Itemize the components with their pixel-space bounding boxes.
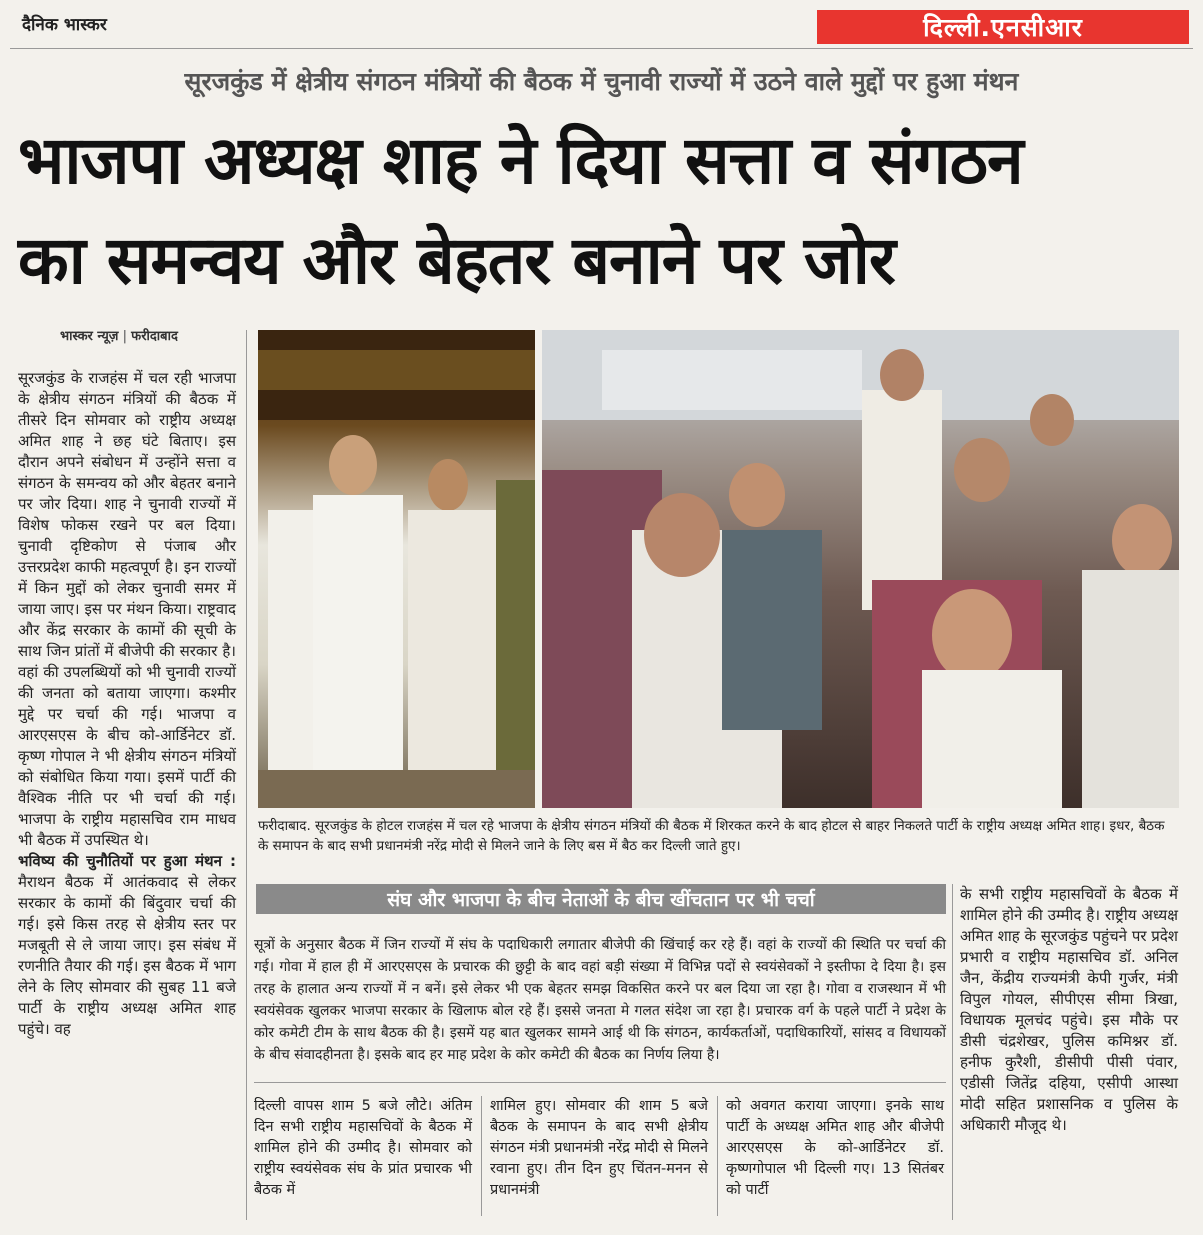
- photo-amit-shah: [258, 330, 535, 808]
- left-column: [18, 368, 236, 1040]
- byline-city: फरीदाबाद: [131, 329, 178, 344]
- subhead-body: मैराथन बैठक में आतंकवाद से लेकर सरकार के कामों की बिंदुवार चर्चा की गई। इसे किस तरह से क्षेत्रीय स्तर पर मजबूती से ले जाया जाए। इस संबंध में रणनीति तैयार की गई। इस बैठक में भाग लेने के लिए सोमवार की सुबह 11 बजे पार्टी के राष्ट्रीय अध्यक्ष अमित शाह पहुंचे। वह: [18, 873, 236, 1038]
- edition-label: दिल्ली.एनसीआर: [817, 10, 1189, 44]
- top-rule: [10, 48, 1193, 49]
- subhead: भविष्य की चुनौतियों पर हुआ मंथन :: [18, 852, 236, 870]
- headline-line-2: का समन्वय और बेहतर बनाने पर जोर: [18, 222, 895, 299]
- column-divider-left: [246, 330, 247, 1220]
- bottom-column-1: दिल्ली वापस शाम 5 बजे लौटे। अंतिम दिन सभी राष्ट्रीय महासचिवों के बैठक में शामिल होने की उम्मीद है। सोमवार को राष्ट्रीय स्वयंसेवक संघ के प्रांत प्रचारक भी बैठक में: [254, 1098, 472, 1198]
- photo-caption: फरीदाबाद. सूरजकुंड के होटल राजहंस में चल रहे भाजपा के क्षेत्रीय संगठन मंत्रियों की बैठक में शिरकत करने के बाद होटल से बाहर निकलते पार्टी के राष्ट्रीय अध्यक्ष अमित शाह। इधर, बैठक के समापन के बाद सभी प्रधानमंत्री नरेंद्र मोदी से मिलने जाने के लिए बस में बैठ कर दिल्ली जाते हुए।: [258, 818, 1165, 854]
- bottom-column-3: को अवगत कराया जाएगा। इनके साथ पार्टी के अध्यक्ष अमित शाह और बीजेपी आरएसएस के को-आर्डिनेटर डॉ. कृष्णगोपाल भी दिल्ली गए। 13 सितंबर को पार्टी: [726, 1098, 944, 1198]
- box-text: सूत्रों के अनुसार बैठक में जिन राज्यों में संघ के पदाधिकारी लगातार बीजेपी की खिंचाई कर रहे हैं। वहां के राज्यों की स्थिति पर चर्चा की गई। गोवा में हाल ही में आरएसएस के प्रचारक की छुट्टी के बाद वहां बड़ी संख्या में विभिन्न पदों से स्वयंसेवकों ने इस्तीफा दे दिया है। इस तरह के हालात अन्य राज्यों में न बनें। इसे लेकर भी एक बेहतर समझ विकसित करने पर बल दिया जा रहा है। गोवा व राजस्थान में भी स्वयंसेवक खुलकर भाजपा सरकार के खिलाफ बोल रहे हैं। इससे जनता मे गलत संदेश जा रहा है। प्रचारक वर्ग के पहले पार्टी ने प्रदेश के कोर कमेटी टीम के साथ बैठक की है। इसमें यह बात खुलकर सामने आई थी कि संगठन, कार्यकर्ताओं, पदाधिकारियों, सांसद व विधायकों के बीच संवादहीनता है। इसके बाद हर माह प्रदेश के कोर कमेटी की बैठक का निर्णय लिया है।: [254, 937, 946, 1063]
- byline-separator: |: [122, 329, 128, 344]
- bottom-divider-1: [481, 1096, 482, 1216]
- column-divider-right: [952, 884, 953, 1220]
- box-title: संघ और भाजपा के बीच नेताओं के बीच खींचतान पर भी चर्चा: [256, 884, 946, 914]
- left-column-body: सूरजकुंड के राजहंस में चल रही भाजपा के क्षेत्रीय संगठन मंत्रियों की बैठक में तीसरे दिन सोमवार को राष्ट्रीय अध्यक्ष अमित शाह ने छह घंटे बिताए। इस दौरान अपने संबोधन में उन्होंने सत्ता व संगठन के समन्वय को और बेहतर बनाने पर जोर दिया। शाह ने चुनावी राज्यों में विशेष फोकस रखने पर बल दिया। चुनावी दृष्टिकोण से पंजाब और उत्तरप्रदेश काफी महत्वपूर्ण है। इन राज्यों में किन मुद्दों को लेकर चुनावी समर में जाया जाए। इस पर मंथन किया। राष्ट्रवाद और केंद्र सरकार के कामों की सूची के साथ जिन प्रांतों में बीजेपी की सरकार है। वहां की उपलब्धियों को भी चुनावी राज्यों की जनता को बताया जाएगा। कश्मीर मुद्दे पर चर्चा की गई। भाजपा व आरएसएस के बीच को-आर्डिनेटर डॉ. कृष्ण गोपाल ने भी क्षेत्रीय संगठन मंत्रियों को संबोधित किया गया। इसमें पार्टी की वैश्विक नीति पर भी चर्चा की गई। भाजपा के राष्ट्रीय महासचिव राम माधव भी बैठक में उपस्थित थे।: [18, 369, 236, 849]
- headline-line-1: भाजपा अध्यक्ष शाह ने दिया सत्ता व संगठन: [18, 122, 1023, 199]
- bottom-divider-2: [717, 1096, 718, 1216]
- photo-bus-passengers: [542, 330, 1179, 808]
- byline: [60, 326, 178, 344]
- article-kicker: सूरजकुंड में क्षेत्रीय संगठन मंत्रियों की बैठक में चुनावी राज्यों में उठने वाले मुद्दों पर हुआ मंथन: [184, 67, 1019, 96]
- bottom-column-2: शामिल हुए। सोमवार की शाम 5 बजे बैठक के समापन के बाद सभी क्षेत्रीय संगठन मंत्री प्रधानमंत्री नरेंद्र मोदी से मिलने रवाना हुए। तीन दिन हुए चिंतन-मनन से प्रधानमंत्री: [490, 1098, 708, 1198]
- right-column: के सभी राष्ट्रीय महासचिवों के बैठक में शामिल होने की उम्मीद है। राष्ट्रीय अध्यक्ष अमित शाह के सूरजकुंड पहुंचने पर प्रदेश प्रभारी व राष्ट्रीय महासचिव डॉ. अनिल जैन, केंद्रीय राज्यमंत्री केपी गुर्जर, मंत्री विपुल गोयल, सीपीएस सीमा त्रिखा, विधायक मूलचंद पहुंचे। इस मौके पर डीसी चंद्रशेखर, पुलिस कमिश्नर डॉ. हनीफ कुरैशी, डीसीपी पीसी पंवार, एडीसी जितेंद्र दहिया, एसीपी आस्था मोदी सहित प्रशासनिक व पुलिस के अधिकारी मौजूद थे।: [960, 885, 1178, 1134]
- paper-name: दैनिक भास्कर: [22, 15, 107, 35]
- byline-source: भास्कर न्यूज़: [60, 329, 119, 344]
- bottom-rule: [254, 1082, 946, 1083]
